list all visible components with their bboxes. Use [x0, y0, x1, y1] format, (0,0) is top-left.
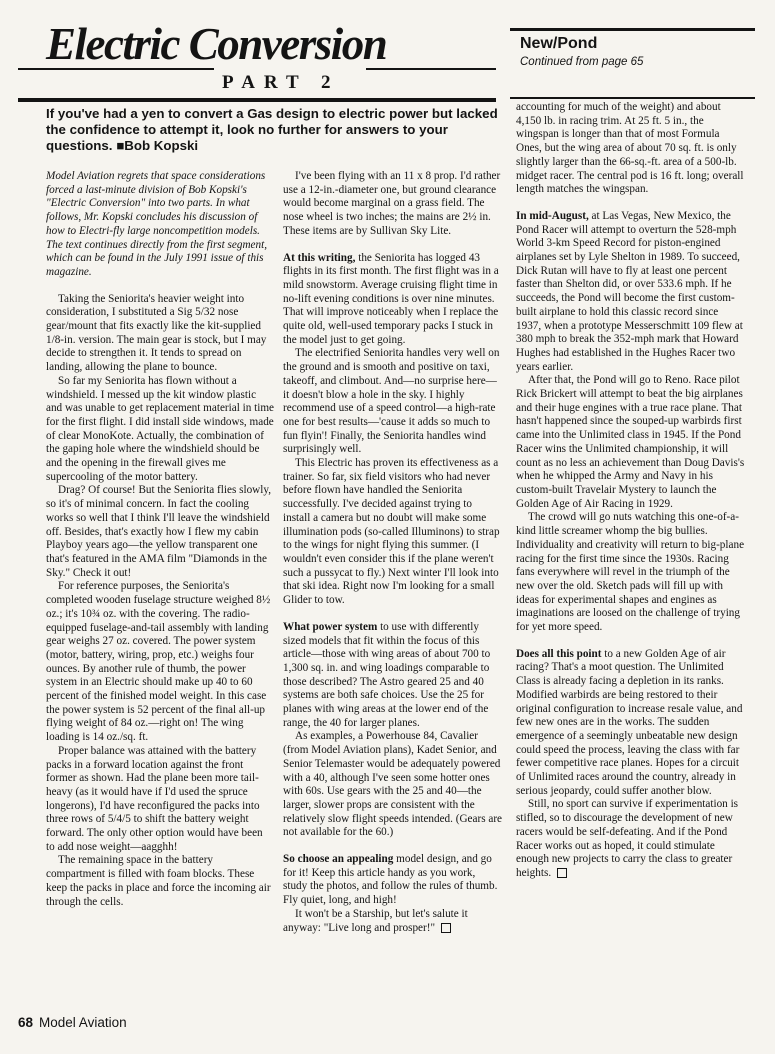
lead-in: So choose an appealing — [283, 853, 394, 866]
sidebar-continued: Continued from page 65 — [520, 56, 644, 68]
paragraph: In mid-August, at Las Vegas, New Mexico, the Pond Racer will attempt to overturn the 528-mph World 3-km Speed Record for piston-engined airplanes set by Lyle Shelton in 1989. To succeed, Dick Rutan will have to fly at least one percent faster than Shelton did, or over 533.6 mph. If he succeeds, the Pond will become the first custom-built airplane to hold this classic record since 1937, when a prototype Messerschmitt 109 flew at 380 mph to break the 352-mph mark that Howard Hughes had established in the Hughes Racer two years earlier. — [516, 209, 743, 373]
paragraph: This Electric has proven its effectiveness as a trainer. So far, six field visitors who had never before flown have handled the Seniorita successfully. I've decided against trying to install a camera but no doubt will make some illumination pods (so-called Illuminons) to strap to the wings for night flying this summer. (I wouldn't even consider this if the plane weren't such a pussycat to fly.) Next winter I'll look into that ski idea. Right now I'm looking for a small Glider to tow. — [283, 457, 500, 607]
paragraph: After that, the Pond will go to Reno. Race pilot Rick Brickert will attempt to beat the big airplanes and their huge engines with a true race plane. That hasn't happened since the souped-up warbirds first came into the Unlimited class in 1945. If the Pond Racer wins the Unlimited championship, it will count as no less an achievement than Doug Davis's when he whipped the Army and Navy in his custom-built Travelair Mystery to launch the Golden Age of Air Racing in 1929. — [516, 374, 745, 510]
end-mark-icon — [557, 868, 567, 878]
paragraph: I've been flying with an 11 x 8 prop. I'd rather use a 12-in.-diameter one, but ground clearance would become marginal on a grass field. The nose wheel is two inches; the mains are 2½ in. These items are by Sullivan Sky Lite. — [283, 170, 501, 237]
column-1 — [46, 170, 274, 909]
magazine-name: Model Aviation — [39, 1015, 127, 1030]
paragraph: accounting for much of the weight) and about 4,150 lb. in racing trim. At 25 ft. 5 in., the wingspan is longer than that of most Formula Ones, but the wing area of about 70 sq. ft. is only slightly larger than the 66-sq.-ft. area of a 500-lb. midget racer. The central pod is 16 ft. long; overall length matches the wingspan. — [516, 101, 744, 196]
paragraph: It won't be a Starship, but let's salute it anyway: "Live long and prosper!" — [283, 907, 468, 934]
byline: ■Bob Kopski — [116, 138, 199, 153]
page-number: 68 — [18, 1015, 34, 1030]
paragraph: What power system to use with differently sized models that fit within the focus of this article—those with wing areas of about 700 to 1,300 sq. in. and wing loadings comparable to those described? The Astro geared 25 and 40 systems are both safe choices. Use the 25 for planes with wing areas at the lower end of the range, the 40 for larger planes. — [283, 620, 491, 729]
paragraph: At this writing, the Seniorita has logged 43 flights in its first month. The first flight was in a mild snowstorm. Average cruising flight time in no-lift evening conditions is over nine minutes. That will improve noticeably when I replace the quite old, well-used temporary packs I stuck in the model just to get going. — [283, 251, 499, 346]
end-mark-icon — [441, 923, 451, 933]
article-title: Electric Conversion — [46, 19, 387, 69]
paragraph: Proper balance was attained with the battery packs in a forward location against the front former as shown. Had the plane been more tail-heavy (as it would have if I'd used the spruce longerons), I'd have reconfigured the packs into three rows of 5/4/5 to shift the battery weight forward. The only other option would have been to add nose weight—aagghh! — [46, 744, 263, 853]
paragraph: The remaining space in the battery compartment is filled with foam blocks. These keep the packs in place and force the incoming air through the cells. — [46, 854, 271, 908]
paragraph: Taking the Seniorita's heavier weight into consideration, I substituted a Sig 5/32 nose gear/mount that fits exactly like the kit-supplied 1/8-in. version. The main gear is stock, but I may decide to strengthen it. It tends to spread on landing, allowing the plane to bounce. — [46, 292, 267, 374]
deck-text: If you've had a yen to convert a Gas design to electric power but lacked the confidence to attempt it, look no further for answers to your questions. — [46, 106, 498, 153]
editor-intro: Model Aviation regrets that space considerations forced a last-minute division of Bob Kopski's "Electric Conversion" into two parts. In what follows, Mr. Kopski concludes his discussion of how to Electri-fly large noncompetition models. The text continues directly from the first segment, which can be found in the July 1991 issue of this magazine. — [46, 170, 268, 278]
paragraph: The electrified Seniorita handles very well on the ground and is smooth and positive on taxi, takeoff, and climbout. And—no surprise here—it doesn't blow a hole in the sky. I highly recommend use of a speed control—a high-rate one for best results—'cause it adds so much to fun flyin'! Finally, the Seniorita handles wind surprisingly well. — [283, 347, 500, 456]
lead-in: What power system — [283, 620, 378, 633]
lead-in: At this writing, — [283, 251, 356, 264]
lead-in: Does all this point — [516, 647, 602, 660]
page-footer — [18, 1015, 127, 1030]
sidebar-title: New/Pond — [520, 35, 598, 52]
paragraph: For reference purposes, the Seniorita's completed wooden fuselage structure weighed 8½ oz.; it's 10¾ oz. with the covering. The radio-equipped fuselage-and-tail assembly with landing gear weighs 27 oz. covered. The power system (motor, battery, wiring, prop, etc.) weighs four ounces. By another rule of thumb, the power system in an Electric should make up 40 to 60 percent of the finished model weight. In this case the power system is 52 percent of the final all-up flying weight of 84 oz.—right on! The wing loading is 14 oz./sq. ft. — [46, 580, 271, 744]
paragraph: Still, no sport can survive if experimentation is stifled, so to discourage the development of new racers would be self-defeating. And if the Pond Racer works out as hoped, it could stimulate enough new projects to carry the class to greater heights. — [516, 798, 739, 879]
title-underline — [18, 98, 496, 102]
article-deck — [46, 106, 500, 154]
column-2 — [283, 170, 502, 935]
part-label: PART 2 — [222, 72, 340, 93]
lead-in: In mid-August, — [516, 209, 589, 222]
column-3 — [516, 101, 746, 881]
paragraph: Drag? Of course! But the Seniorita flies slowly, so it's of minimal concern. In fact the cooling works so well that I think I'll leave the windshield off. Besides, that's exactly how I flew my cabin Playboy years ago—the yellow transparent one that's featured in the AMA film "Diamonds in the Sky." Check it out! — [46, 484, 272, 579]
paragraph: So far my Seniorita has flown without a windshield. I messed up the kit window plastic and was unable to get replacement material in time for the first flight. I did install side windows, made of clear MonoKote. Actually, the combination of the gaping hole where the windshield should be and the opening in the firewall gives me supercooling of the motor battery. — [46, 374, 275, 483]
paragraph: As examples, a Powerhouse 84, Cavalier (from Model Aviation plans), Kadet Senior, and Senior Telemaster would be adequately powered with a 40, although I've seen some hotter ones with 60s. Use gears with the 25 and 40—the larger, slower props are consistent with the relatively slow flight speeds intended. (Gears are not available for the 60.) — [283, 730, 503, 839]
paragraph: So choose an appealing model design, and go for it! Keep this article handy as you work, study the photos, and follow the rules of thumb. Fly quiet, long, and high! — [283, 853, 498, 907]
paragraph: Does all this point to a new Golden Age of air racing? That's a moot question. The Unlimited Class is already facing a depletion in its ranks. Modified warbirds are being restored to their original configuration to increase resale value, and few new ones are in the works. The sudden emergence of a seemingly unbeatable new design could speed the process, leaving the class with far fewer competitive race planes. Hopes for a circuit of Unlimited races around the country, already in serious jeopardy, could suffer another blow. — [516, 647, 743, 797]
paragraph: The crowd will go nuts watching this one-of-a-kind little screamer whomp the big bullies. Individuality and creativity will return to big-plane racing for the first time since the 1930s. Racing fans everywhere will revel in the triumph of the new over the old. Sketch pads will fill up with ideas for experimental shapes and engines as imaginations are loosed on the challenge of trying for yet more speed. — [516, 511, 745, 634]
